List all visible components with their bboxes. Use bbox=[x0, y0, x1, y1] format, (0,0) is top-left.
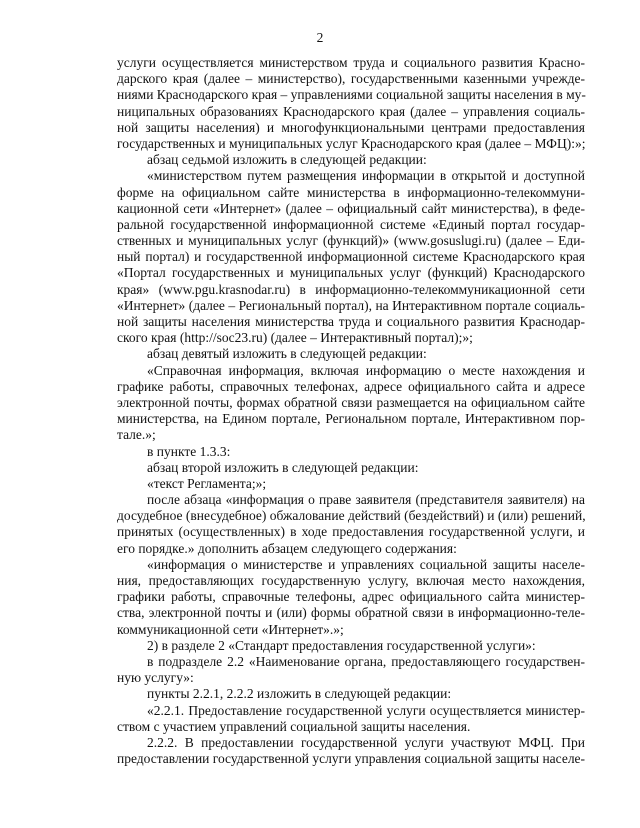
text-line: «министерством путем размещения информации в открытой и доступной bbox=[147, 168, 585, 184]
text-line: ную услугу»: bbox=[117, 670, 194, 686]
text-line: кационной сети «Интернет» (далее – официальный сайт министерства), в феде- bbox=[117, 200, 585, 216]
text-line: министерства, на Едином портале, Региональном портале, Интерактивном пор- bbox=[117, 411, 585, 427]
text-line: электронной почты, формах обратной связи размещается на официальном сайте bbox=[117, 394, 585, 410]
text-line: коммуникационной сети «Интернет».»; bbox=[117, 621, 344, 637]
text-line: «Интернет» (далее – Региональный портал), на Интерактивном портале социаль- bbox=[117, 297, 585, 313]
text-line: «Портал государственных и муниципальных услуг (функций) Краснодарского bbox=[117, 265, 585, 281]
text-line: абзац второй изложить в следующей редакции: bbox=[147, 459, 419, 475]
text-line: абзац девятый изложить в следующей редакции: bbox=[147, 346, 427, 362]
text-line: ством с участием управлений социальной защиты населения. bbox=[117, 718, 471, 734]
text-line: «2.2.1. Предоставление государственной услуги осуществляется министер- bbox=[147, 702, 585, 718]
text-line: в пункте 1.3.3: bbox=[147, 443, 231, 459]
text-line: «информация о министерстве и управлениях социальной защиты населе- bbox=[147, 556, 585, 572]
text-line: принятых (осуществленных) в ходе предоставления государственной услуги, и bbox=[117, 524, 585, 540]
text-line: форме на официальном сайте министерства в информационно-телекоммуни- bbox=[117, 184, 585, 200]
text-line: дарского края (далее – министерство), государственными казенными учрежде- bbox=[117, 71, 585, 87]
text-line: края» (www.pgu.krasnodar.ru) в информационно-телекоммуникационной сети bbox=[117, 281, 585, 297]
text-line: пункты 2.2.1, 2.2.2 изложить в следующей редакции: bbox=[147, 686, 452, 702]
text-line: графике работы, справочных телефонах, адресе официального сайта и адресе bbox=[117, 378, 585, 394]
text-line: 2.2.2. В предоставлении государственной услуги участвуют МФЦ. При bbox=[147, 734, 585, 750]
text-line: услуги осуществляется министерством труда и социального развития Красно- bbox=[117, 55, 585, 70]
text-line: в подразделе 2.2 «Наименование органа, предоставляющего государствен- bbox=[147, 653, 585, 669]
text-line: ственных и муниципальных услуг (функций)» (www.gosuslugi.ru) (далее – Еди- bbox=[117, 233, 585, 249]
text-line: государственных и муниципальных услуг Краснодарского края (далее – МФЦ):»; bbox=[117, 135, 586, 151]
page-number: 2 bbox=[316, 30, 324, 45]
text-line: ского края (http://soc23.ru) (далее – Интерактивный портал);»; bbox=[117, 330, 473, 346]
text-line: его порядке.» дополнить абзацем следующего содержания: bbox=[117, 540, 457, 556]
text-line: «текст Регламента;»; bbox=[147, 475, 267, 491]
text-line: предоставлении государственной услуги управления социальной защиты населе- bbox=[117, 751, 586, 767]
text-line: ный портал) и государственной информационной системе Краснодарского края bbox=[117, 249, 585, 265]
text-line: ства, электронной почты и (или) формы обратной связи в информационно-теле- bbox=[117, 605, 585, 621]
text-line: ниципальных образованиях Краснодарского края (далее – управления социаль- bbox=[117, 103, 585, 119]
text-line: досудебное (внесудебное) обжалование действий (бездействий) и (или) решений, bbox=[117, 508, 586, 524]
text-line: после абзаца «информация о праве заявителя (представителя заявителя) на bbox=[147, 492, 585, 508]
body-text bbox=[117, 55, 585, 767]
text-line: ниями Краснодарского края – управлениями социальной защиты населения в му- bbox=[117, 87, 586, 103]
text-line: абзац седьмой изложить в следующей редакции: bbox=[147, 152, 427, 168]
text-line: 2) в разделе 2 «Стандарт предоставления государственной услуги»: bbox=[147, 637, 536, 653]
text-line: графики работы, справочные телефоны, адрес официального сайта министер- bbox=[117, 589, 585, 605]
text-line: ральной государственной информационной системе «Единый портал государ- bbox=[117, 216, 585, 232]
text-line: ной защиты населения) и многофункциональными центрами предоставления bbox=[117, 119, 585, 135]
text-line: ния, предоставляющих государственную услугу, включая место нахождения, bbox=[117, 573, 585, 588]
text-line: тале.»; bbox=[117, 427, 156, 443]
text-line: ной защиты населения министерства труда и социального развития Краснодар- bbox=[117, 314, 585, 329]
text-line: «Справочная информация, включая информацию о месте нахождения и bbox=[147, 362, 585, 378]
